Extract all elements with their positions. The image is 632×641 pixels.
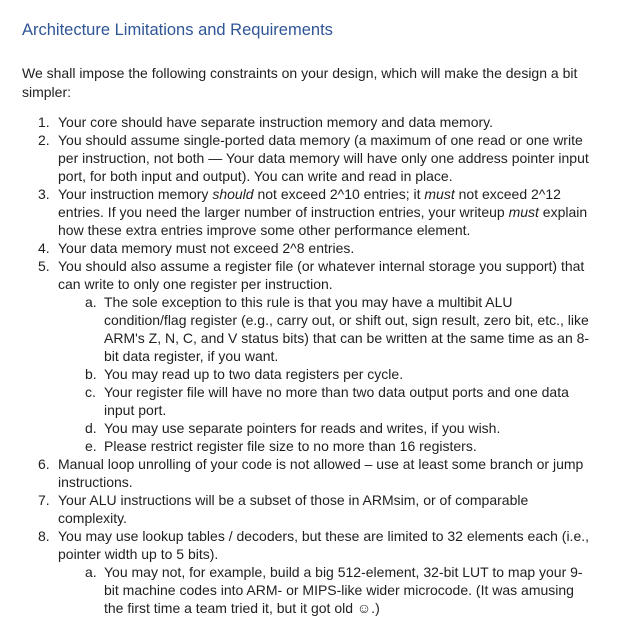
list-item (22, 455, 590, 491)
sub-list-item-letter: e. (85, 438, 97, 454)
list-item-number: 3. (38, 186, 50, 202)
text-segment: Your register file will have no more than two data output ports and one data input port. (104, 384, 569, 418)
sub-list-item-text (104, 437, 590, 455)
sub-list-item-letter: a. (85, 294, 97, 310)
sub-list-item (58, 293, 590, 365)
list-item-text (58, 131, 590, 185)
text-segment: You may use separate pointers for reads and writes, if you wish. (104, 420, 501, 436)
list-item-number: 8. (38, 528, 50, 544)
list-item (22, 185, 590, 239)
text-segment: not exceed 2^10 entries; it (253, 186, 425, 202)
sub-list-item-letter: c. (85, 384, 96, 400)
list-item (22, 527, 590, 617)
sub-list-item-text (104, 383, 590, 419)
text-segment: explain how these extra entries improve some other performance element. (58, 204, 588, 238)
list-item-text (58, 491, 590, 527)
emphasized-text: must (508, 204, 539, 220)
sub-list-item (58, 419, 590, 437)
text-segment: Your instruction memory (58, 186, 213, 202)
list-item-number: 4. (38, 240, 50, 256)
text-segment: You should also assume a register file (or whatever internal storage you support) that can write to only one register per instruction. (58, 258, 585, 292)
list-item (22, 239, 590, 257)
list-item-text (58, 185, 590, 239)
page-title: Architecture Limitations and Requirements (22, 21, 333, 39)
list-item-text (58, 527, 590, 617)
list-item-number: 5. (38, 258, 50, 274)
text-segment: Manual loop unrolling of your code is not allowed – use at least some branch or jump instructions. (58, 456, 584, 490)
sub-list-item-text (104, 419, 590, 437)
list-item-number: 6. (38, 456, 50, 472)
list-item-text (58, 455, 590, 491)
text-segment: You may not, for example, build a big 512-element, 32-bit LUT to map your 9-bit machine codes into ARM- or MIPS-like wider microcode. (It was amusing the first time a team tried it, but it got old ☺.) (104, 564, 583, 616)
sub-list-item-text (104, 365, 590, 383)
list-item (22, 113, 590, 131)
text-segment: You may use lookup tables / decoders, but these are limited to 32 elements each (i.e., pointer width up to 5 bits). (58, 528, 590, 562)
list-item-text (58, 257, 590, 455)
list-item-text (58, 113, 590, 131)
sub-list-item-text (104, 293, 590, 365)
emphasized-text: should (212, 186, 254, 202)
text-segment: Your core should have separate instruction memory and data memory. (58, 114, 494, 130)
sub-list-item (58, 437, 590, 455)
text-segment: not exceed 2^12 entries. If you need the larger number of instruction entries, your writeup (58, 186, 561, 220)
list-item (22, 491, 590, 527)
constraints-list (22, 113, 590, 617)
emphasized-text: must (424, 186, 455, 202)
sub-list-item (58, 365, 590, 383)
text-segment: Your data memory must not exceed 2^8 entries. (58, 240, 355, 256)
list-item (22, 257, 590, 455)
text-segment: The sole exception to this rule is that you may have a multibit ALU condition/flag register (e.g., carry out, or shift out, sign result, zero bit, etc., like ARM's Z, N, C, and V status bits) that can be written at the same time as an 8-bit data register, if you want. (104, 294, 590, 364)
sub-list-item (58, 383, 590, 419)
sub-list-item-letter: b. (85, 366, 97, 382)
text-segment: You should assume single-ported data memory (a maximum of one read or one write per instruction, not both — Your data memory will have only one address pointer input port, for both input and output). You can write and read in place. (58, 132, 589, 184)
text-segment: Your ALU instructions will be a subset of those in ARMsim, or of comparable complexity. (58, 492, 529, 526)
list-item-number: 7. (38, 492, 50, 508)
text-segment: You may read up to two data registers per cycle. (104, 366, 404, 382)
list-item-number: 2. (38, 132, 50, 148)
document-page (0, 22, 632, 641)
list-item (22, 131, 590, 185)
text-segment: Please restrict register file size to no more than 16 registers. (104, 438, 477, 454)
sub-list-item-letter: a. (85, 564, 97, 580)
sub-list-item-letter: d. (85, 420, 97, 436)
intro-paragraph: We shall impose the following constraints on your design, which will make the design a bit simpler: (22, 65, 578, 100)
sub-list-item-text (104, 563, 590, 617)
list-item-text (58, 239, 590, 257)
sub-list-item (58, 563, 590, 617)
list-item-number: 1. (38, 114, 50, 130)
document-body (0, 22, 632, 617)
